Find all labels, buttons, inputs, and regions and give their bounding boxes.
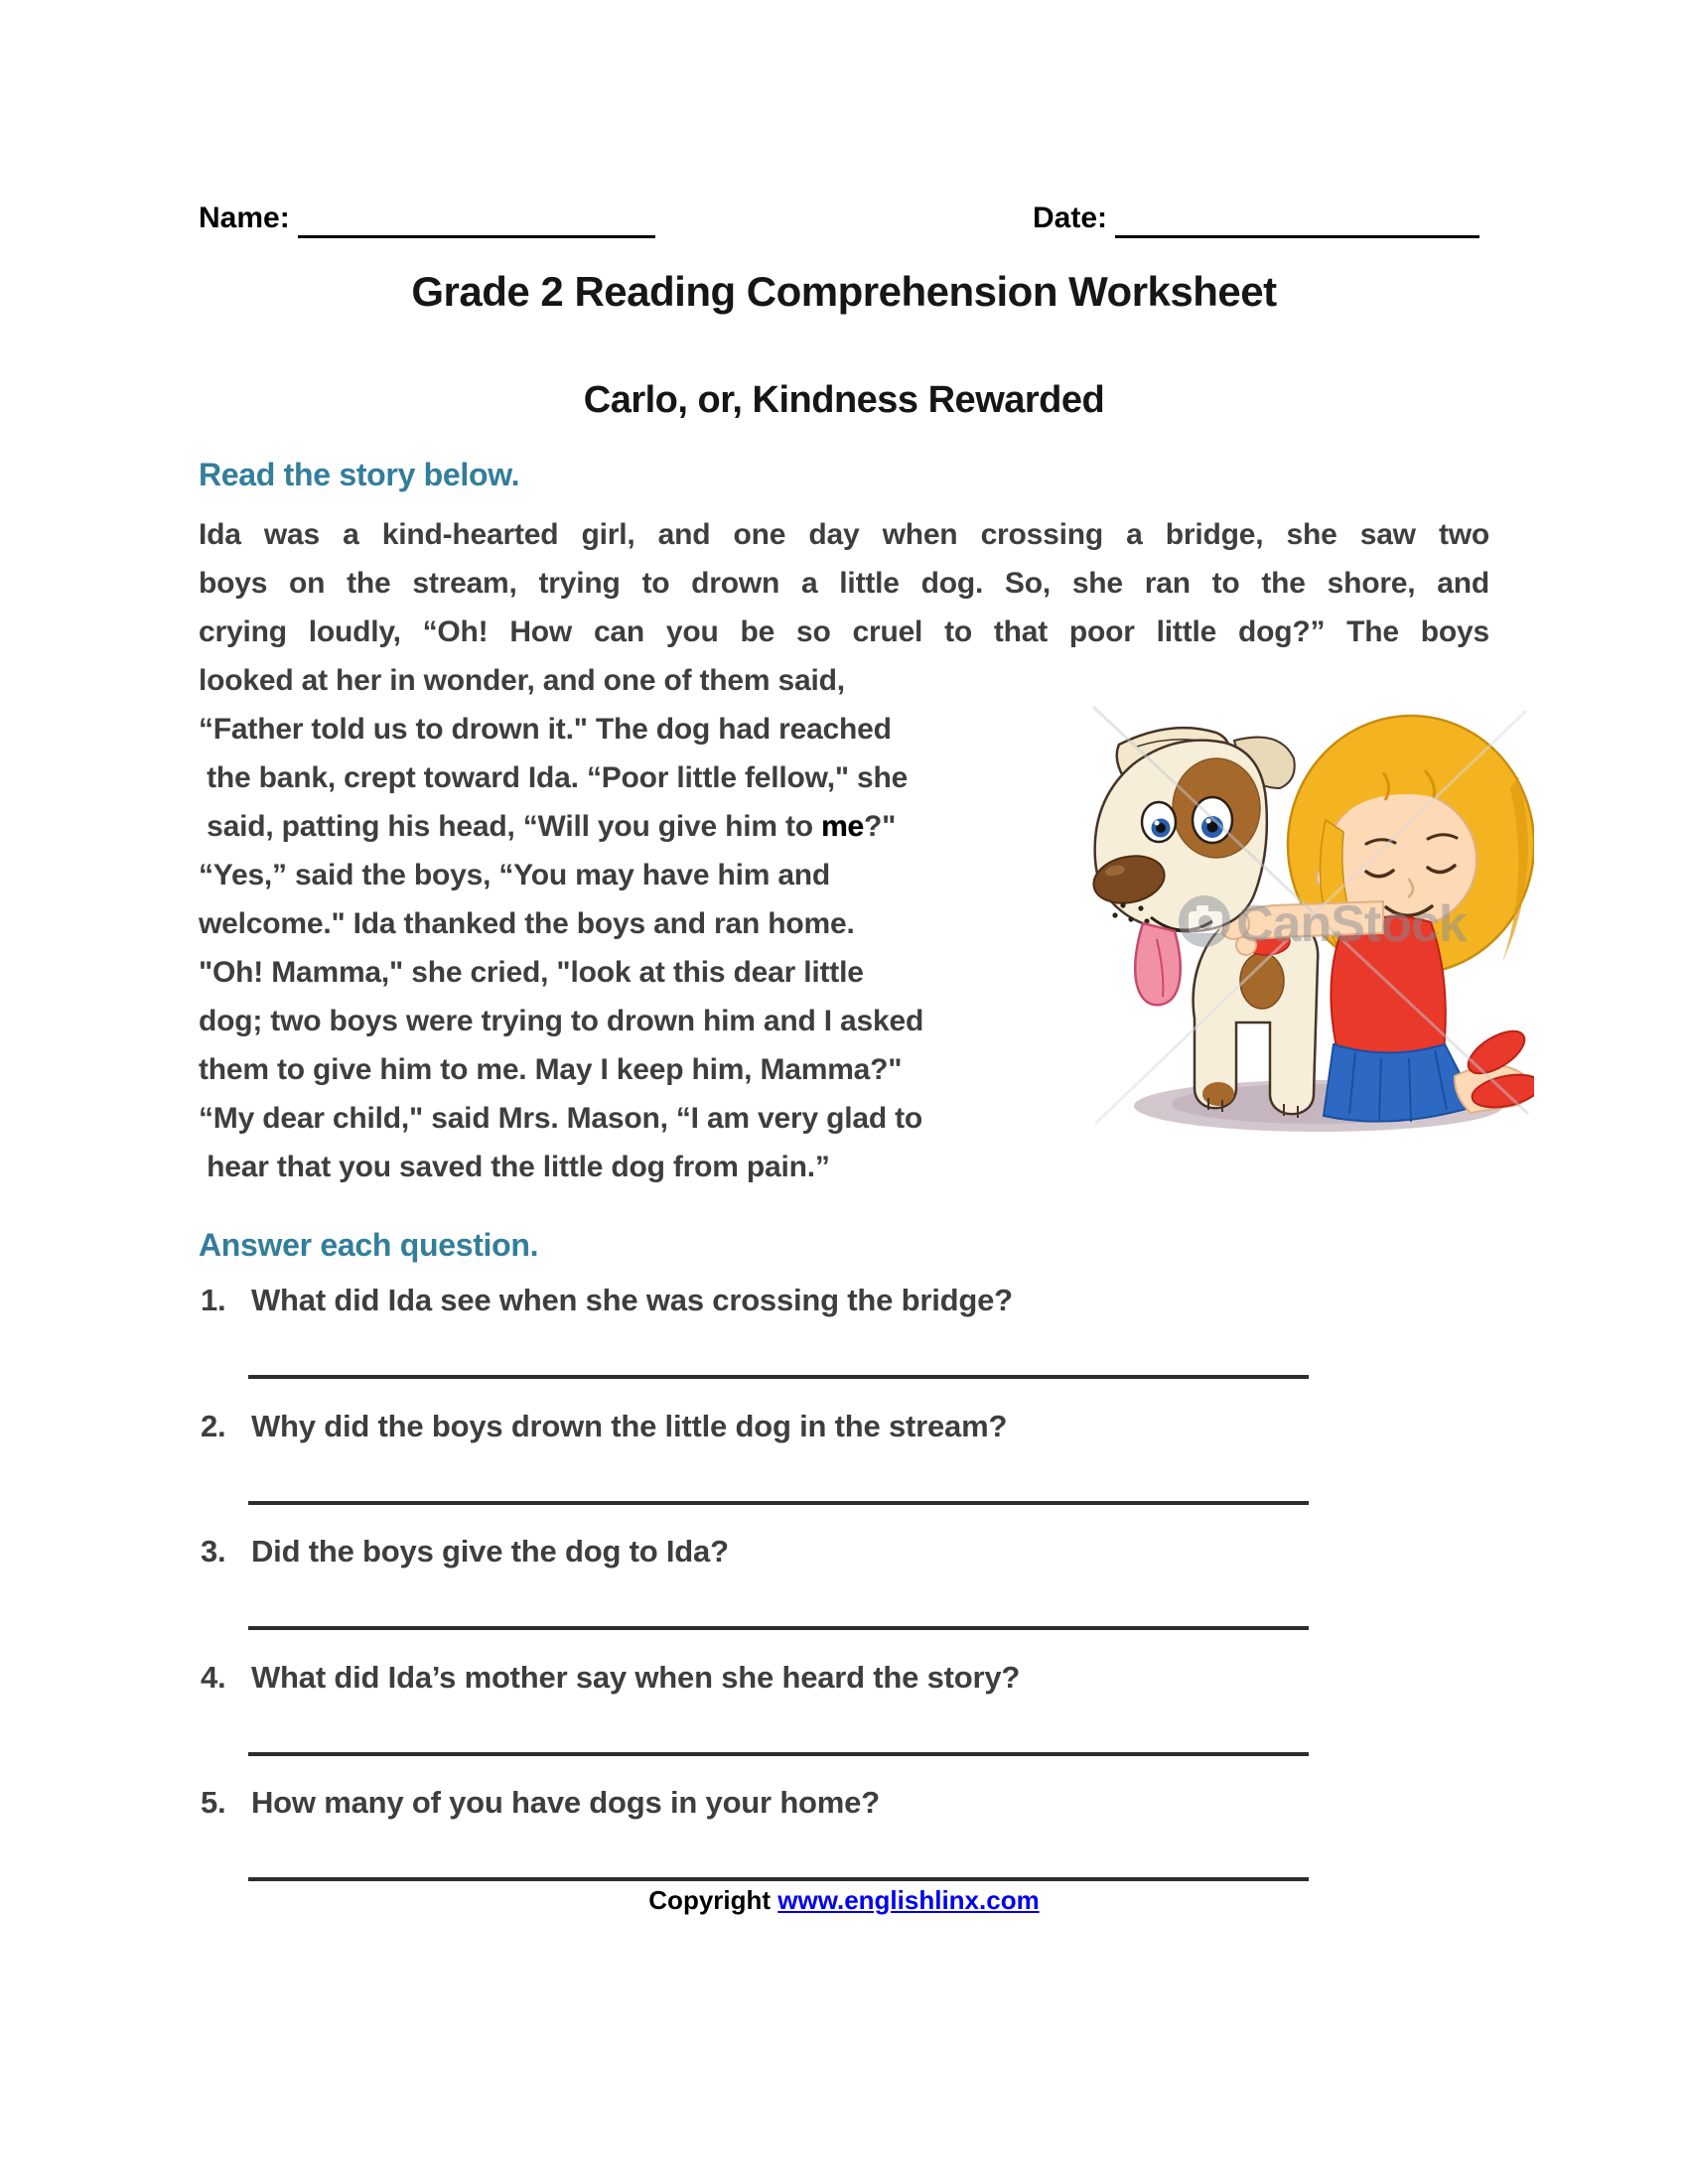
story-line: boys on the stream, trying to drown a little dog. So, she ran to the shore, and: [199, 567, 1489, 600]
question-text: What did Ida’s mother say when she heard the story?: [251, 1660, 1021, 1695]
name-label: Name:: [199, 202, 290, 234]
question-text: Why did the boys drown the little dog in the stream?: [251, 1409, 1008, 1443]
question-text: What did Ida see when she was crossing the bridge?: [251, 1283, 1013, 1317]
story-line: the bank, crept toward Ida. “Poor little fellow," she: [199, 761, 909, 794]
story-line: “Father told us to drown it." The dog had reached: [199, 713, 892, 746]
read-story-heading: Read the story below.: [199, 457, 520, 492]
story-line: said, patting his head, “Will you give him to me?": [199, 810, 897, 843]
story-line: Ida was a kind-hearted girl, and one day when crossing a bridge, she saw two: [199, 518, 1489, 551]
copyright-label: Copyright: [648, 1885, 778, 1915]
answer-line: [248, 1626, 1309, 1630]
story-line: “Yes,” said the boys, “You may have him and: [199, 859, 831, 891]
story-line: hear that you saved the little dog from pain.”: [199, 1151, 830, 1183]
question-text: How many of you have dogs in your home?: [251, 1785, 880, 1820]
watermark-camera-icon: [1179, 895, 1230, 947]
story-line: crying loudly, “Oh! How can you be so cruel to that poor little dog?” The boys: [199, 615, 1489, 648]
copyright-link[interactable]: www.englishlinx.com: [777, 1885, 1040, 1915]
question-text: Did the boys give the dog to Ida?: [251, 1534, 729, 1569]
page-title: Grade 2 Reading Comprehension Worksheet: [411, 268, 1277, 315]
story-line: "Oh! Mamma," she cried, "look at this dear little: [199, 956, 864, 989]
story-line: “My dear child," said Mrs. Mason, “I am very glad to: [199, 1102, 923, 1135]
question-number: 5.: [201, 1785, 226, 1820]
question-number: 3.: [201, 1534, 226, 1569]
name-blank-line: [298, 235, 655, 238]
answer-line: [248, 1375, 1309, 1379]
answer-line: [248, 1501, 1309, 1505]
emphasized-word: me: [821, 810, 865, 843]
answer-line: [248, 1877, 1309, 1881]
copyright: [0, 1885, 1688, 1916]
date-label: Date:: [1033, 202, 1108, 234]
question-number: 4.: [201, 1660, 226, 1695]
story-illustration: [1085, 681, 1534, 1140]
question-number: 2.: [201, 1409, 226, 1443]
question-number: 1.: [201, 1283, 226, 1317]
watermark-text: CanStock: [1236, 895, 1467, 953]
story-line: looked at her in wonder, and one of them said,: [199, 664, 845, 697]
date-blank-line: [1115, 235, 1479, 238]
story-line: welcome." Ida thanked the boys and ran home.: [199, 907, 855, 940]
story-line: dog; two boys were trying to drown him and I asked: [199, 1005, 924, 1037]
answer-questions-heading: Answer each question.: [199, 1227, 539, 1263]
story-line: them to give him to me. May I keep him, Mamma?": [199, 1053, 903, 1086]
answer-line: [248, 1752, 1309, 1756]
page-subtitle: Carlo, or, Kindness Rewarded: [583, 379, 1105, 421]
